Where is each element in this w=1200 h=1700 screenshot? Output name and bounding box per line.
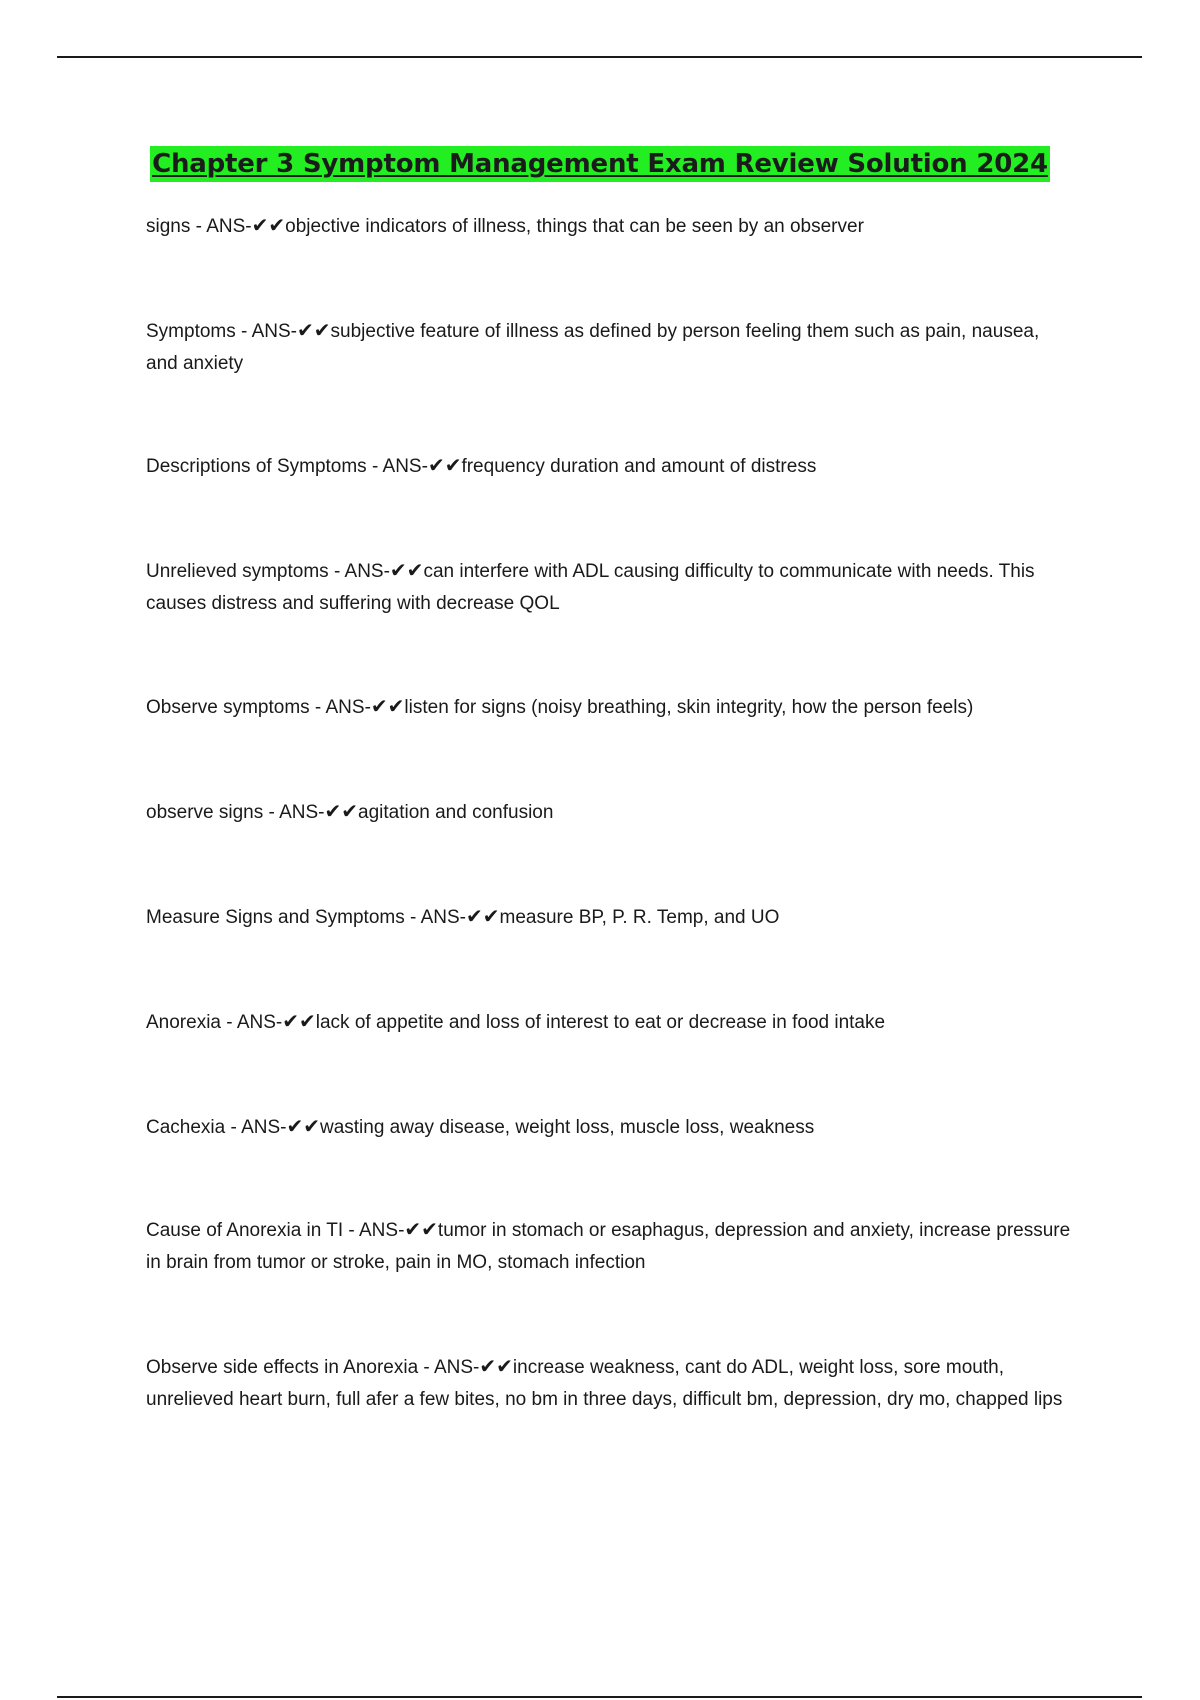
header-rule — [57, 56, 1142, 58]
answer-prefix: ANS- — [420, 907, 466, 928]
answer-prefix: ANS- — [344, 561, 390, 582]
qa-entry — [146, 690, 1076, 724]
qa-separator: - — [309, 697, 326, 718]
qa-entry — [146, 554, 1076, 620]
qa-term: Observe symptoms — [146, 697, 310, 718]
qa-entry — [146, 1005, 1076, 1039]
check-marks-icon: ✔✔ — [282, 1009, 316, 1033]
answer-prefix: ANS- — [382, 456, 428, 477]
qa-separator: - — [328, 561, 345, 582]
qa-separator: - — [343, 1220, 359, 1241]
answer-prefix: ANS- — [433, 1357, 480, 1378]
qa-separator: - — [404, 907, 421, 928]
qa-entry — [146, 900, 1076, 934]
qa-entry — [146, 209, 1076, 243]
qa-separator: - — [225, 1117, 242, 1138]
check-marks-icon: ✔✔ — [479, 1354, 513, 1378]
qa-term: Observe side effects in Anorexia — [146, 1357, 419, 1378]
title-container — [0, 146, 1200, 182]
check-marks-icon: ✔✔ — [427, 453, 462, 477]
document-title: Chapter 3 Symptom Management Exam Review Solution 2024 — [150, 146, 1050, 182]
qa-definition: measure BP, P. R. Temp, and UO — [499, 907, 780, 928]
check-marks-icon: ✔✔ — [370, 694, 405, 718]
qa-term: Cause of Anorexia in TI — [146, 1220, 344, 1241]
check-marks-icon: ✔✔ — [324, 799, 358, 823]
qa-entry — [146, 1110, 1076, 1144]
answer-prefix: ANS- — [359, 1220, 405, 1241]
check-marks-icon: ✔✔ — [465, 904, 500, 928]
check-marks-icon: ✔✔ — [297, 318, 331, 342]
qa-definition: agitation and confusion — [358, 802, 554, 823]
qa-term: Measure Signs and Symptoms — [146, 907, 405, 928]
qa-separator: - — [366, 456, 383, 477]
qa-separator: - — [235, 321, 252, 342]
check-marks-icon: ✔✔ — [389, 558, 424, 582]
check-marks-icon: ✔✔ — [286, 1114, 320, 1138]
answer-prefix: ANS- — [279, 802, 325, 823]
qa-entry — [146, 795, 1076, 829]
qa-entry — [146, 1350, 1076, 1416]
answer-prefix: ANS- — [325, 697, 371, 718]
qa-definition: tumor in stomach or esaphagus, depression and anxiety, increase pressure in brain from tumor or stroke, pain in MO, stomach infection — [146, 1220, 1071, 1273]
qa-definition: listen for signs (noisy breathing, skin integrity, how the person feels) — [404, 697, 974, 718]
qa-definition: increase weakness, cant do ADL, weight loss, sore mouth, unrelieved heart burn, full afer a few bites, no bm in three days, difficult bm, depression, dry mo, chapped lips — [146, 1357, 1063, 1410]
qa-term: Anorexia — [146, 1012, 221, 1033]
qa-definition: wasting away disease, weight loss, muscle loss, weakness — [319, 1117, 815, 1138]
qa-term: observe signs — [146, 802, 264, 823]
answer-prefix: ANS- — [241, 1117, 287, 1138]
qa-definition: frequency duration and amount of distress — [461, 456, 817, 477]
qa-separator: - — [418, 1357, 434, 1378]
qa-term: Unrelieved symptoms — [146, 561, 329, 582]
qa-separator: - — [190, 216, 207, 237]
qa-entry — [146, 449, 1076, 483]
qa-separator: - — [263, 802, 280, 823]
qa-term: Descriptions of Symptoms — [146, 456, 367, 477]
qa-separator: - — [221, 1012, 237, 1033]
qa-entry — [146, 314, 1076, 380]
footer-rule — [57, 1696, 1142, 1698]
answer-prefix: ANS- — [251, 321, 297, 342]
qa-definition: subjective feature of illness as defined by person feeling them such as pain, nausea, and anxiety — [146, 321, 1040, 374]
check-marks-icon: ✔✔ — [404, 1217, 438, 1241]
qa-term: signs — [146, 216, 191, 237]
qa-definition: lack of appetite and loss of interest to eat or decrease in food intake — [315, 1012, 886, 1033]
qa-term: Cachexia — [146, 1117, 226, 1138]
answer-prefix: ANS- — [236, 1012, 283, 1033]
qa-entry — [146, 1213, 1076, 1279]
answer-prefix: ANS- — [206, 216, 252, 237]
qa-term: Symptoms — [146, 321, 236, 342]
qa-definition: can interfere with ADL causing difficulty to communicate with needs. This causes distress and suffering with decrease QOL — [146, 561, 1035, 614]
qa-definition: objective indicators of illness, things that can be seen by an observer — [285, 216, 864, 237]
check-marks-icon: ✔✔ — [251, 213, 286, 237]
